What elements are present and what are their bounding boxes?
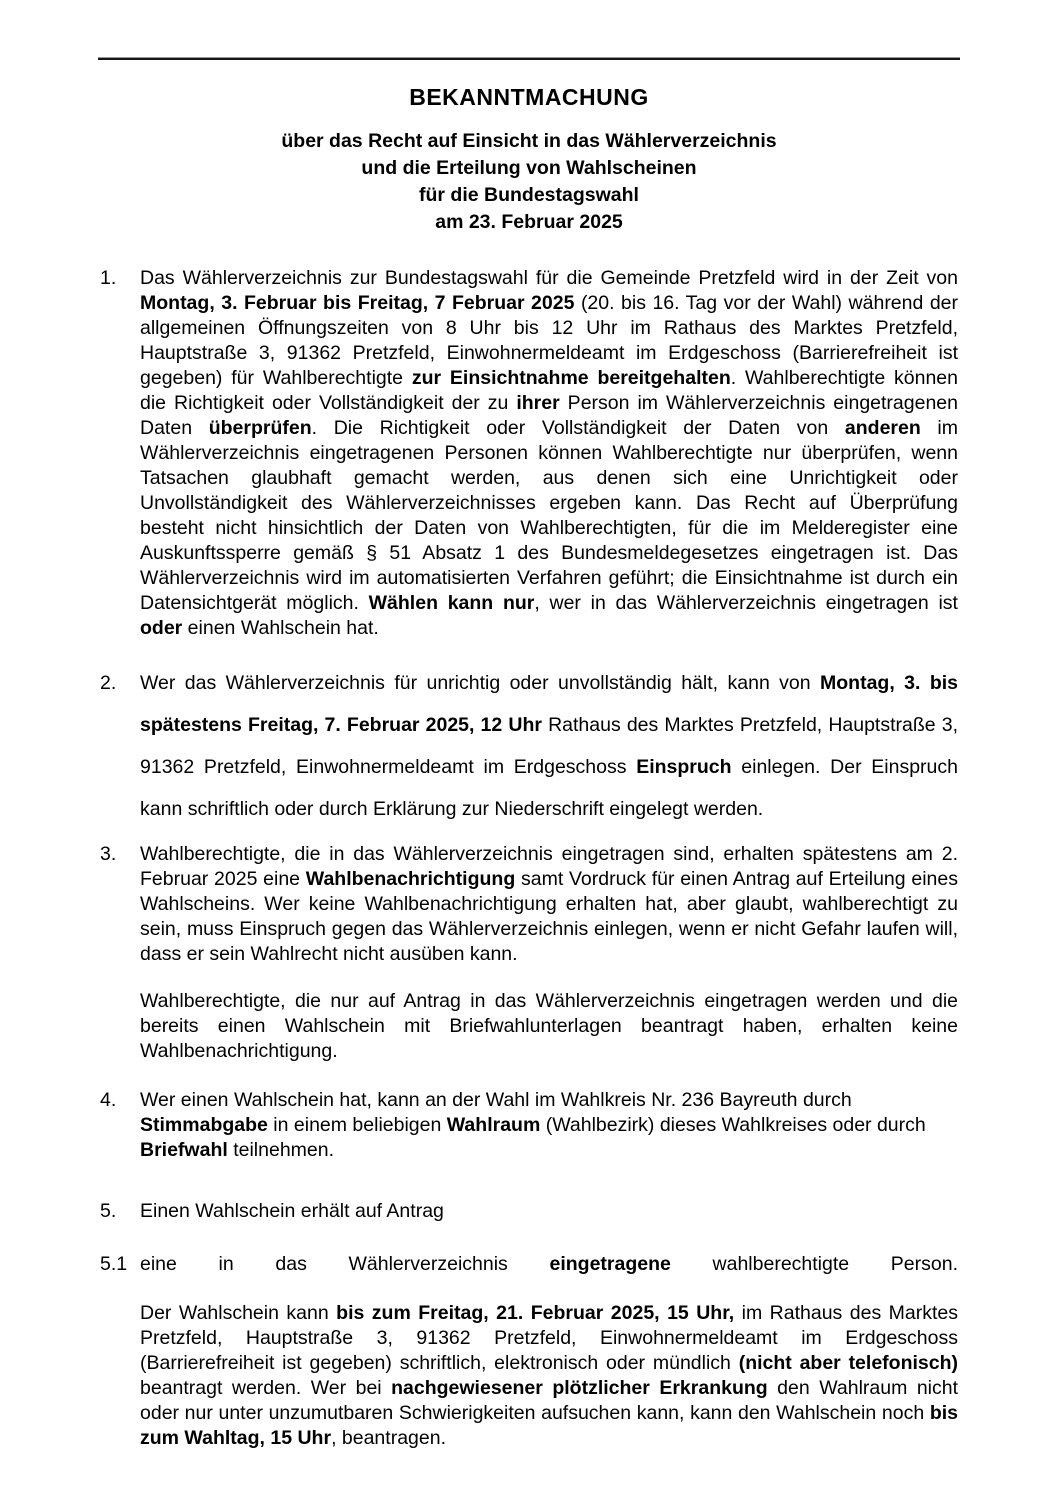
paragraph-number: 2.	[100, 672, 117, 694]
subtitle-line: für die Bundestagswahl	[419, 184, 639, 206]
paragraph-list	[0, 266, 1058, 1451]
paragraph-number: 5.	[100, 1200, 117, 1222]
subtitle-line: am 23. Februar 2025	[435, 211, 623, 233]
paragraph-text: Wahlberechtigte, die nur auf Antrag in das Wählerverzeichnis eingetragen werden und die bereits einen Wahlschein mit Briefwahlunterlagen beantragt haben, erhalten keine Wahlbenachrichtigung.	[140, 990, 958, 1062]
paragraph-number: 5.1	[100, 1253, 128, 1275]
paragraph-number	[100, 1301, 140, 1451]
paragraph-text: Wer einen Wahlschein hat, kann an der Wahl im Wahlkreis Nr. 236 Bayreuth durch Stimmabgabe in einem beliebigen Wahlraum (Wahlbezirk) dieses Wahlkreises oder durch Briefwahl teilnehmen.	[140, 1089, 926, 1161]
paragraph-number: 3.	[100, 843, 117, 865]
paragraph-number	[100, 989, 140, 1064]
paragraph-item	[100, 1199, 958, 1224]
paragraph-text: Der Wahlschein kann bis zum Freitag, 21. Februar 2025, 15 Uhr, im Rathaus des Marktes Pretzfeld, Hauptstraße 3, 91362 Pretzfeld, Einwohnermeldeamt im Erdgeschoss (Barrierefreiheit ist gegeben) schriftlich, elektronisch oder mündlich (nicht aber telefonisch) beantragt werden. Wer bei nachgewiesener plötzlicher Erkrankung den Wahlraum nicht oder nur unter unzumutbaren Schwierigkeiten aufsuchen kann, kann den Wahlschein noch bis zum Wahltag, 15 Uhr, beantragen.	[140, 1302, 959, 1449]
paragraph-item	[100, 1088, 958, 1163]
paragraph-item	[100, 1252, 958, 1277]
subtitle-line: und die Erteilung von Wahlscheinen	[361, 157, 697, 179]
document-subtitle	[100, 128, 958, 236]
paragraph-text: Einen Wahlschein erhält auf Antrag	[140, 1200, 444, 1222]
paragraph-item	[100, 842, 958, 967]
paragraph-text: Wahlberechtigte, die in das Wählerverzeichnis eingetragen sind, erhalten spätestens am 2. Februar 2025 eine Wahlbenachrichtigung samt Vordruck für einen Antrag auf Erteilung eines Wahlscheins. Wer keine Wahlbenachrichtigung erhalten hat, aber glaubt, wahlberechtigt zu sein, muss Einspruch gegen das Wählerverzeichnis einlegen, wenn er nicht Gefahr laufen will, dass er sein Wahlrecht nicht ausüben kann.	[140, 843, 958, 965]
paragraph-text: Wer das Wählerverzeichnis für unrichtig oder unvollständig hält, kann von Montag, 3. bis spätestens Freitag, 7. Februar 2025, 12 Uhr Rathaus des Marktes Pretzfeld, Hauptstraße 3, 91362 Pretzfeld, Einwohnermeldeamt im Erdgeschoss Einspruch einlegen. Der Einspruch kann schriftlich oder durch Erklärung zur Niederschrift eingelegt werden.	[140, 672, 958, 820]
paragraph-text: Das Wählerverzeichnis zur Bundestagswahl für die Gemeinde Pretzfeld wird in der Zeit von Montag, 3. Februar bis Freitag, 7 Februar 2025 (20. bis 16. Tag vor der Wahl) während der allgemeinen Öffnungszeiten von 8 Uhr bis 12 Uhr im Rathaus des Marktes Pretzfeld, Hauptstraße 3, 91362 Pretzfeld, Einwohnermeldeamt im Erdgeschoss (Barrierefreiheit ist gegeben) für Wahlberechtigte zur Einsichtnahme bereitgehalten. Wahlberechtigte können die Richtigkeit oder Vollständigkeit der zu ihrer Person im Wählerverzeichnis eingetragenen Daten überprüfen. Die Richtigkeit oder Vollständigkeit der Daten von anderen im Wählerverzeichnis eingetragenen Personen können Wahlberechtigte nur überprüfen, wenn Tatsachen glaubhaft gemacht werden, aus denen sich eine Unrichtigkeit oder Unvollständigkeit des Wählerverzeichnisses ergeben kann. Das Recht auf Überprüfung besteht nicht hinsichtlich der Daten von Wahlberechtigten, für die im Melderegister eine Auskunftssperre gemäß § 51 Absatz 1 des Bundesmeldegesetzes eingetragen ist. Das Wählerverzeichnis wird im automatisierten Verfahren geführt; die Einsichtnahme ist durch ein Datensichtgerät möglich. Wählen kann nur, wer in das Wählerverzeichnis eingetragen ist oder einen Wahlschein hat.	[140, 267, 959, 639]
paragraph-item	[100, 662, 958, 830]
paragraph-item	[100, 266, 958, 641]
paragraph-number: 4.	[100, 1089, 117, 1111]
paragraph-item	[100, 989, 958, 1064]
document-title: BEKANNTMACHUNG	[409, 84, 649, 110]
top-rule	[98, 57, 960, 60]
subtitle-line: über das Recht auf Einsicht in das Wählerverzeichnis	[281, 130, 777, 152]
paragraph-number: 1.	[100, 267, 117, 289]
paragraph-text: eine in das Wählerverzeichnis eingetragene wahlberechtigte Person.	[140, 1253, 958, 1275]
paragraph-item	[100, 1301, 958, 1451]
